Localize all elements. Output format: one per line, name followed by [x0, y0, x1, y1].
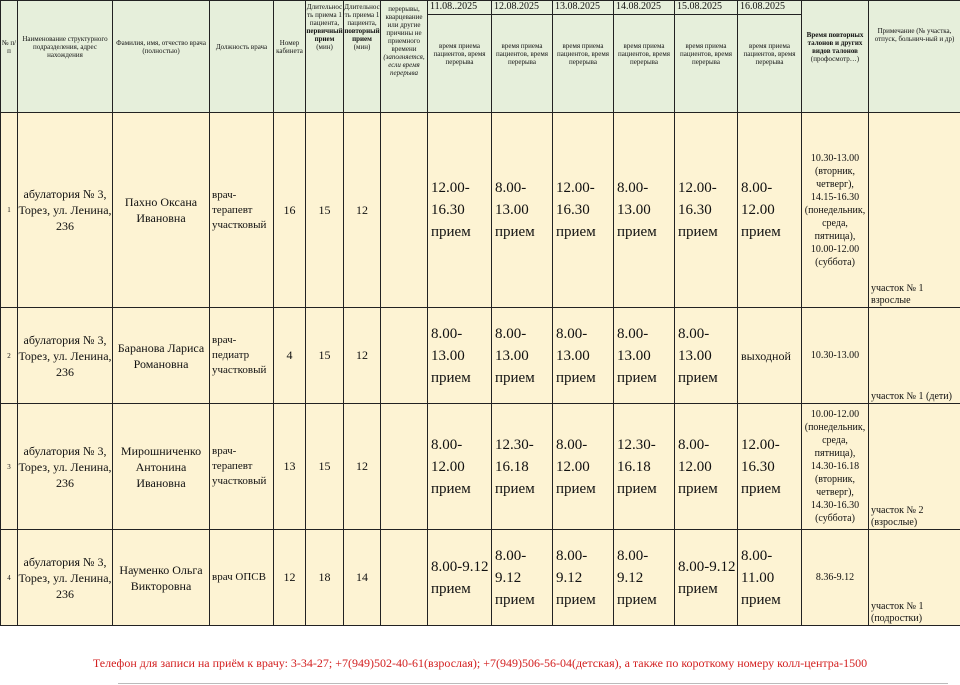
row-break [381, 530, 428, 626]
row-doctor-name: Науменко Ольга Викторовна [113, 530, 210, 626]
row-day-1: 8.00-13.00 прием [428, 308, 492, 404]
row-repeat: 12 [344, 404, 381, 530]
header-extra-bold: Время повторных талонов и других видов талонов [806, 31, 864, 55]
table-row [1, 530, 960, 626]
row-repeat: 12 [344, 308, 381, 404]
row-day-3: 12.00-16.30 прием [553, 113, 614, 308]
row-num: 2 [1, 308, 18, 404]
row-note: участок № 1 взрослые [869, 113, 960, 308]
row-doctor-name: Баранова Лариса Романовна [113, 308, 210, 404]
row-doctor-name: Пахно Оксана Ивановна [113, 113, 210, 308]
row-num: 4 [1, 530, 18, 626]
row-day-4: 8.00-13.00 прием [614, 308, 675, 404]
row-cabinet: 4 [274, 308, 306, 404]
header-break-italic: (заполняется, если время перерыва [383, 53, 425, 77]
header-dept: Наименование структурного подразделения, адрес нахождения [18, 1, 113, 113]
header-date-6: 16.08.2025 [738, 1, 802, 15]
row-extra: 8.36-9.12 [802, 530, 869, 626]
row-day-6: 8.00-12.00 прием [738, 113, 802, 308]
row-cabinet: 16 [274, 113, 306, 308]
row-primary: 15 [306, 308, 344, 404]
row-day-3: 8.00-9.12 прием [553, 530, 614, 626]
header-date-4: 14.08.2025 [614, 1, 675, 15]
row-cabinet: 12 [274, 530, 306, 626]
header-date-2: 12.08.2025 [492, 1, 553, 15]
row-day-2: 8.00-13.00 прием [492, 308, 553, 404]
row-num: 3 [1, 404, 18, 530]
header-date-sub-4: время приема пациентов, время перерыва [614, 15, 675, 113]
footer-phone-info: Телефон для записи на приём к врачу: 3-34-27; +7(949)502-40-61(взрослая); +7(949)506-56-04(детская), а также по короткому номеру колл-центра-1500 [92, 656, 868, 670]
row-day-5: 8.00-13.00 прием [675, 308, 738, 404]
header-date-sub-5: время приема пациентов, время перерыва [675, 15, 738, 113]
header-break [381, 1, 428, 113]
row-break [381, 113, 428, 308]
row-position: врач ОПСВ [210, 530, 274, 626]
row-note: участок № 1 (дети) [869, 308, 960, 404]
row-day-4: 12.30-16.18 прием [614, 404, 675, 530]
row-note: участок № 1 (подростки) [869, 530, 960, 626]
header-extra [802, 1, 869, 113]
header-date-3: 13.08.2025 [553, 1, 614, 15]
row-num: 1 [1, 113, 18, 308]
row-day-4: 8.00-13.00 прием [614, 113, 675, 308]
row-dept: абулатория № 3, Торез, ул. Ленина, 236 [18, 113, 113, 308]
header-position: Должность врача [210, 1, 274, 113]
row-repeat: 14 [344, 530, 381, 626]
header-extra-rest: (профосмотр…) [810, 55, 860, 63]
row-day-6: 8.00-11.00 прием [738, 530, 802, 626]
row-extra: 10.30-13.00 (вторник, четверг), 14.15-16.30 (понедельник, среда, пятница), 10.00-12.00 (суббота) [802, 113, 869, 308]
header-num: № п/п [1, 1, 18, 113]
header-repeat [344, 1, 381, 113]
row-note: участок № 2 (взрослые) [869, 404, 960, 530]
row-day-2: 8.00-9.12 прием [492, 530, 553, 626]
row-primary: 18 [306, 530, 344, 626]
row-day-2: 12.30-16.18 прием [492, 404, 553, 530]
row-day-6: выходной [738, 308, 802, 404]
header-date-sub-6: время приема пациентов, время перерыва [738, 15, 802, 113]
header-primary-unit: (мин) [316, 43, 333, 51]
row-day-6: 12.00-16.30 прием [738, 404, 802, 530]
row-extra: 10.00-12.00 (понедельник, среда, пятница), 14.30-16.18 (вторник, четверг), 14.30-16.30 (суббота) [802, 404, 869, 530]
row-dept: абулатория № 3, Торез, ул. Ленина, 236 [18, 530, 113, 626]
header-cabinet: Номер кабинета [274, 1, 306, 113]
header-date-sub-2: время приема пациентов, время перерыва [492, 15, 553, 113]
table-row [1, 308, 960, 404]
row-dept: абулатория № 3, Торез, ул. Ленина, 236 [18, 308, 113, 404]
row-break [381, 308, 428, 404]
row-extra: 10.30-13.00 [802, 308, 869, 404]
header-date-1: 11.08..2025 [428, 1, 492, 15]
header-primary [306, 1, 344, 113]
row-day-4: 8.00-9.12 прием [614, 530, 675, 626]
header-repeat-bold: повторный прием [344, 27, 380, 43]
row-day-1: 8.00-12.00 прием [428, 404, 492, 530]
table-row [1, 404, 960, 530]
row-day-5: 8.00-12.00 прием [675, 404, 738, 530]
divider [118, 683, 948, 684]
header-break-pre: перерывы, кварцевание или другие причины не приемного времени [385, 5, 423, 53]
row-doctor-name: Мирошниченко Антонина Ивановна [113, 404, 210, 530]
row-day-1: 8.00-9.12 прием [428, 530, 492, 626]
row-break [381, 404, 428, 530]
row-position: врач-терапевт участковый [210, 404, 274, 530]
row-day-3: 8.00-12.00 прием [553, 404, 614, 530]
row-day-3: 8.00-13.00 прием [553, 308, 614, 404]
header-repeat-unit: (мин) [353, 43, 371, 51]
row-day-5: 12.00-16.30 прием [675, 113, 738, 308]
header-repeat-pre: Длительность приема 1 пациента, [344, 3, 380, 27]
row-position: врач-педиатр участковый [210, 308, 274, 404]
row-dept: абулатория № 3, Торез, ул. Ленина, 236 [18, 404, 113, 530]
header-name: Фамилия, имя, отчество врача (полностью) [113, 1, 210, 113]
header-date-sub-3: время приема пациентов, время перерыва [553, 15, 614, 113]
row-position: врач-терапевт участковый [210, 113, 274, 308]
row-day-5: 8.00-9.12 прием [675, 530, 738, 626]
row-repeat: 12 [344, 113, 381, 308]
row-primary: 15 [306, 404, 344, 530]
row-primary: 15 [306, 113, 344, 308]
table-row [1, 113, 960, 308]
row-day-2: 8.00-13.00 прием [492, 113, 553, 308]
header-primary-pre: Длительность приема 1 пациента, [306, 3, 343, 27]
header-date-5: 15.08.2025 [675, 1, 738, 15]
header-date-sub-1: время приема пациентов, время перерыва [428, 15, 492, 113]
row-day-1: 12.00-16.30 прием [428, 113, 492, 308]
header-note: Примечание (№ участка, отпуск, больнич-ный и др) [869, 1, 960, 113]
header-primary-bold: первичный прием [306, 27, 343, 43]
row-cabinet: 13 [274, 404, 306, 530]
